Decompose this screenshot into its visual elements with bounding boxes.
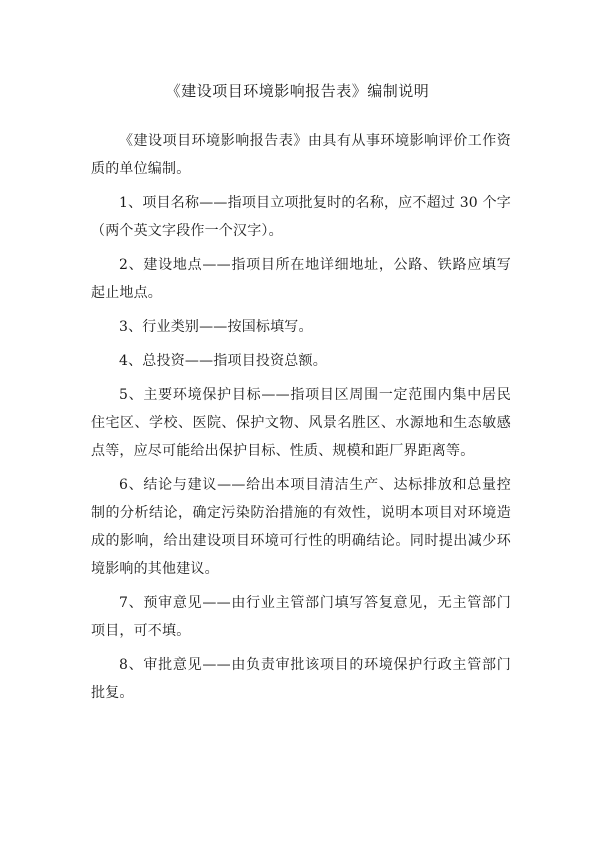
- item-protection-targets: 5、主要环境保护目标——指项目区周围一定范围内集中居民住宅区、学校、医院、保护文物、风景名胜区、水源地和生态敏感点等，应尽可能给出保护目标、性质、规模和距厂界距离等。: [91, 387, 511, 459]
- document-body: [91, 127, 511, 713]
- item-preliminary-review: 7、预审意见——由行业主管部门填写答复意见，无主管部门项目，可不填。: [91, 595, 511, 639]
- item-construction-site: 2、建设地点——指项目所在地详细地址，公路、铁路应填写起止地点。: [91, 257, 511, 301]
- item-approval-opinion: 8、审批意见——由负责审批该项目的环境保护行政主管部门批复。: [91, 657, 511, 701]
- intro-paragraph: 《建设项目环境影响报告表》由具有从事环境影响评价工作资质的单位编制。: [91, 133, 511, 177]
- item-industry-category: 3、行业类别——按国标填写。: [119, 319, 313, 335]
- item-conclusions: 6、结论与建议——给出本项目清洁生产、达标排放和总量控制的分析结论，确定污染防治措施的有效性，说明本项目对环境造成的影响，给出建设项目环境可行性的明确结论。同时提出减少环境影响的其他建议。: [91, 477, 511, 577]
- item-project-name: 1、项目名称——指项目立项批复时的名称，应不超过 30 个字（两个英文字段作一个汉字）。: [91, 195, 511, 239]
- document-title: 《建设项目环境影响报告表》编制说明: [165, 82, 430, 100]
- item-total-investment: 4、总投资——指项目投资总额。: [119, 353, 327, 369]
